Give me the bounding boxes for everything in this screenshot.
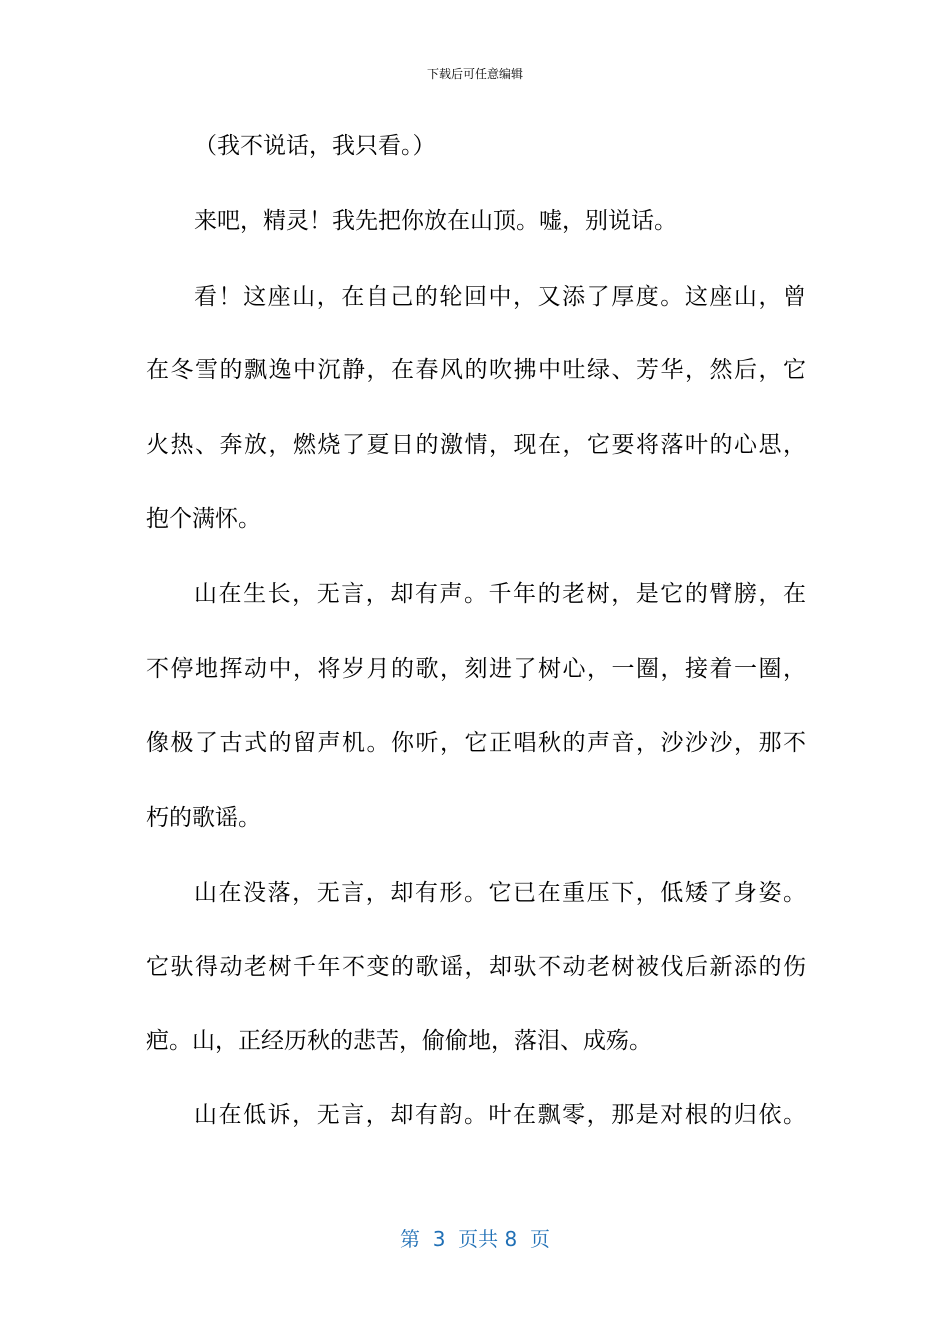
text-line: 像极了古式的留声机。你听，它正唱秋的声音，沙沙沙，那不 (146, 730, 806, 756)
text-line: 不停地挥动中，将岁月的歌，刻进了树心，一圈，接着一圈， (146, 656, 806, 682)
text-line: 朽的歌谣。 (146, 805, 261, 831)
text-line: 看！这座山，在自己的轮回中，又添了厚度。这座山，曾 (194, 284, 806, 310)
text-line: 山在没落，无言，却有形。它已在重压下，低矮了身姿。 (194, 880, 806, 906)
text-line: 疤。山，正经历秋的悲苦，偷偷地，落泪、成殇。 (146, 1028, 652, 1054)
text-line: 山在低诉，无言，却有韵。叶在飘零，那是对根的归依。 (194, 1102, 806, 1128)
page-number-footer: 第 3 页共 8 页 (400, 1227, 550, 1251)
text-line: 火热、奔放，燃烧了夏日的激情，现在，它要将落叶的心思， (146, 432, 806, 458)
text-line: 它驮得动老树千年不变的歌谣，却驮不动老树被伐后新添的伤 (146, 954, 806, 980)
text-line: （我不说话，我只看。） (194, 133, 436, 159)
text-line: 抱个满怀。 (146, 506, 261, 532)
text-line: 山在生长，无言，却有声。千年的老树，是它的臂膀，在 (194, 581, 806, 607)
page-header: 下载后可任意编辑 (426, 67, 523, 81)
text-line: 来吧，精灵！我先把你放在山顶。嘘，别说话。 (194, 208, 677, 234)
text-line: 在冬雪的飘逸中沉静，在春风的吹拂中吐绿、芳华，然后，它 (146, 357, 806, 383)
